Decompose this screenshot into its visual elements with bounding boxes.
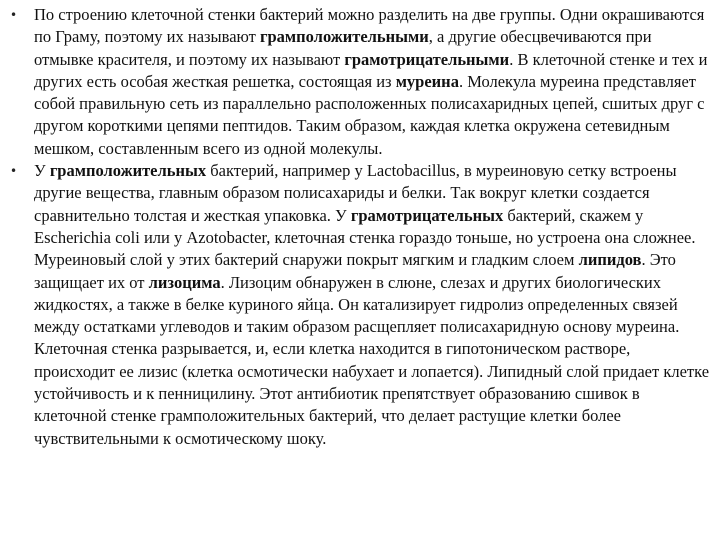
text-segment: . Лизоцим обнаружен в слюне, слезах и других биологических жидкостях, а также в белке куриного яйца. Он катализирует гидролиз определенных связей между остатками углеводов и таким образом расщепляет полисахаридную основу муреина. Клеточная стенка разрывается, и, если клетка находится в гипотоническом растворе, происходит ее лизис (клетка осмотически набухает и лопается). Липидный слой придает клетке устойчивость и к пенницилину. Этот антибиотик препятствует образованию сшивок в клеточной стенке грамположительных бактерий, что делает растущие клетки более чувствительными к осмотическому шоку. — [34, 272, 710, 448]
text-segment: . В клеточной стенке и тех и других есть особая жесткая решетка, состоящая из — [34, 49, 708, 91]
bullet-marker: • — [10, 164, 18, 179]
text-segment: У — [34, 161, 50, 181]
term-gram-positive: грамположительными — [259, 27, 429, 47]
term-lysozyme: лизоцима — [148, 272, 221, 292]
term-gram-positive: грамположительных — [49, 161, 207, 181]
text-segment: . Это защищает их от — [34, 250, 676, 292]
bullet-item-cell-wall-structure — [10, 160, 712, 450]
bullet-text — [34, 161, 709, 448]
bullet-text — [34, 5, 708, 158]
text-segment: , а другие обесцвечиваются при отмывке красителя, и поэтому их называют — [34, 27, 652, 69]
term-murein: муреина — [395, 71, 459, 91]
text-segment: По строению клеточной стенки бактерий можно разделить на две группы. Одни окрашиваются по Граму, поэтому их называют — [34, 5, 705, 47]
term-gram-negative: грамотрицательных — [350, 205, 504, 225]
term-gram-negative: грамотрицательными — [344, 49, 510, 69]
term-lipids: липидов — [578, 250, 642, 270]
text-segment: бактерий, например у Lactobacillus, в муреиновую сетку встроены другие вещества, главным образом полисахариды и белки. Так вокруг клетки создается сравнительно толстая и жесткая упаковка. У — [34, 161, 677, 225]
bullet-list — [10, 4, 712, 450]
text-segment: . Молекула муреина представляет собой правильную сеть из параллельно расположенных полисахаридных цепей, сшитых друг с другом короткими цепями пептидов. Таким образом, каждая клетка окружена сетевидным мешком, составленным всего из одной молекулы. — [34, 71, 705, 158]
text-segment: бактерий, скажем у Escherichia coli или у Azotobacter, клеточная стенка гораздо тоньше, но устроена она сложнее. Муреиновый слой у этих бактерий снаружи покрыт мягким и гладким слоем — [34, 205, 696, 270]
bullet-item-gram-groups — [10, 4, 712, 160]
bullet-marker: • — [10, 8, 18, 22]
